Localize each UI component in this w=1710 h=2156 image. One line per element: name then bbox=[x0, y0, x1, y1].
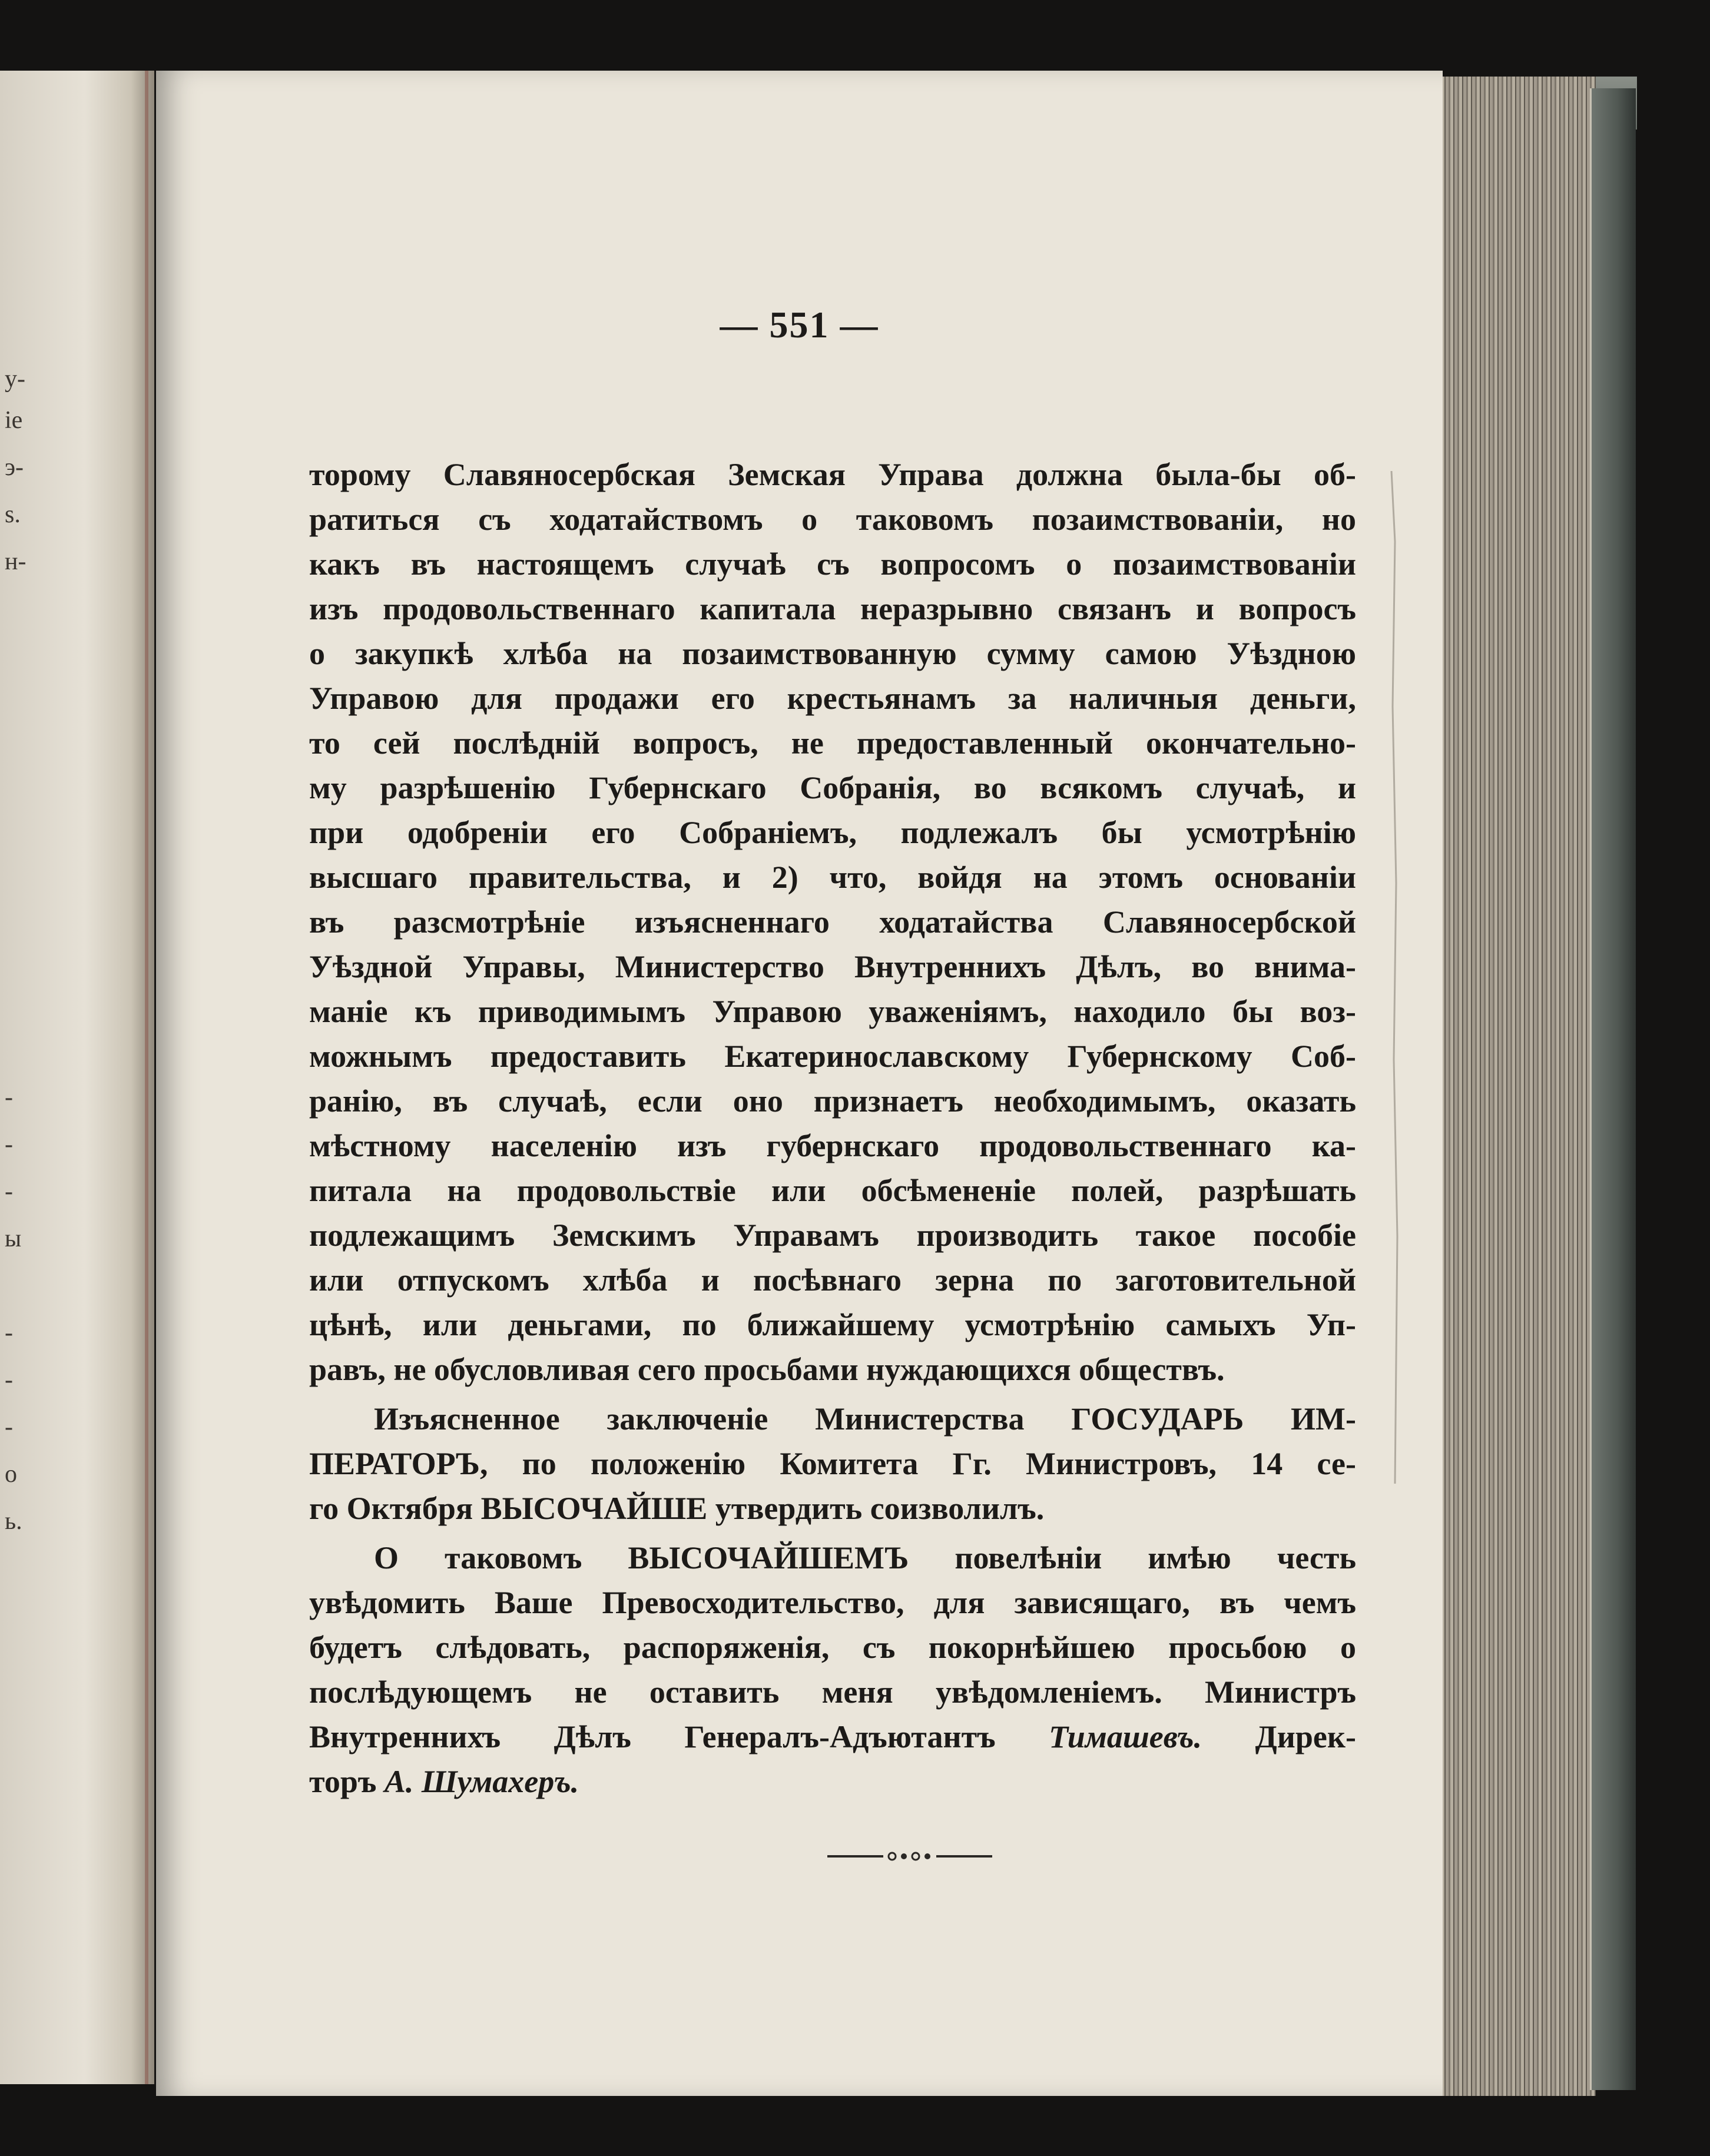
text-line: какъ въ настоящемъ случаѣ съ вопросомъ о позаимствованіи bbox=[309, 546, 1356, 582]
text-line: мѣстному населенію изъ губернскаго продовольственнаго ка- bbox=[309, 1128, 1356, 1163]
page-number: — 551 — bbox=[720, 304, 879, 346]
page-block-edges bbox=[1437, 77, 1596, 2096]
text-line: ПЕРАТОРЪ, по положенію Комитета Гг. Министровъ, 14 се- bbox=[309, 1446, 1356, 1481]
text-line: ратиться съ ходатайствомъ о таковомъ позаимствованіи, но bbox=[309, 502, 1356, 537]
left-page-fragment: - bbox=[5, 1131, 13, 1158]
body-text bbox=[309, 452, 1356, 1804]
end-ornament bbox=[827, 1847, 992, 1865]
left-page-fragment: - bbox=[5, 1178, 13, 1205]
text-line: го Октября ВЫСОЧАЙШЕ утвердить соизволилъ. bbox=[309, 1491, 1045, 1526]
signature-name: А. Шумахеръ. bbox=[384, 1764, 579, 1799]
text-line: или отпускомъ хлѣба и посѣвнаго зерна по заготовительной bbox=[309, 1262, 1356, 1298]
text-line: будетъ слѣдовать, распоряженія, съ покорнѣйшею просьбою о bbox=[309, 1630, 1356, 1665]
text-line: то сей послѣдній вопросъ, не предоставленный окончательно- bbox=[309, 725, 1356, 761]
text-line: можнымъ предоставить Екатеринославскому Губернскому Соб- bbox=[309, 1039, 1356, 1074]
text-line: изъ продовольственнаго капитала неразрывно связанъ и вопросъ bbox=[309, 591, 1356, 626]
left-page-fragment: н- bbox=[5, 548, 26, 575]
text-line: равъ, не обусловливая сего просьбами нуждающихся обществъ. bbox=[309, 1352, 1225, 1387]
left-page-fragment: о bbox=[5, 1461, 17, 1488]
text-line: торому Славяносербская Земская Управа должна была-бы об- bbox=[309, 457, 1356, 492]
signature-name: Тимашевъ. bbox=[1049, 1719, 1202, 1754]
left-page-fragment: э- bbox=[5, 454, 24, 481]
left-page-binding-shadow bbox=[145, 71, 148, 2084]
text-line: маніе къ приводимымъ Управою уваженіямъ, находило бы воз- bbox=[309, 994, 1356, 1029]
left-page-fragment: ы bbox=[5, 1225, 22, 1252]
text-line: цѣнѣ, или деньгами, по ближайшему усмотрѣнію самыхъ Уп- bbox=[309, 1307, 1356, 1342]
text-line: увѣдомить Ваше Превосходительство, для зависящаго, въ чемъ bbox=[309, 1585, 1356, 1620]
left-page-fragment: у- bbox=[5, 366, 25, 393]
left-page-fragment: - bbox=[5, 1319, 13, 1346]
paragraph-start-line: Изъясненное заключеніе Министерства ГОСУДАРЬ ИМ- bbox=[374, 1401, 1356, 1437]
text-line: Управою для продажи его крестьянамъ за наличныя деньги, bbox=[309, 681, 1356, 716]
text-line: въ разсмотрѣніе изъясненнаго ходатайства Славяносербской bbox=[309, 904, 1356, 940]
left-page-edge bbox=[0, 71, 154, 2084]
text-line: ранію, въ случаѣ, если оно признаетъ необходимымъ, оказать bbox=[309, 1083, 1356, 1119]
left-page-fragment: - bbox=[5, 1366, 13, 1394]
left-page-fragment: - bbox=[5, 1084, 13, 1111]
cover-board bbox=[1590, 88, 1636, 2090]
text-line: питала на продовольствіе или обсѣмененіе полей, разрѣшать bbox=[309, 1173, 1356, 1208]
text-line: Уѣздной Управы, Министерство Внутреннихъ Дѣлъ, во внима- bbox=[309, 949, 1356, 984]
signature-line: торъ А. Шумахеръ. bbox=[309, 1764, 579, 1799]
text-line: при одобреніи его Собраніемъ, подлежалъ бы усмотрѣнію bbox=[309, 815, 1356, 850]
left-page-fragment: s. bbox=[5, 501, 21, 528]
text-line: высшаго правительства, и 2) что, войдя на этомъ основаніи bbox=[309, 860, 1356, 895]
text-line: Внутреннихъ Дѣлъ Генералъ-Адъютантъ Тимашевъ. Дирек- bbox=[309, 1719, 1356, 1754]
text-line: послѣдующемъ не оставить меня увѣдомленіемъ. Министръ bbox=[309, 1674, 1356, 1710]
book-page bbox=[156, 71, 1443, 2096]
text-line: подлежащимъ Земскимъ Управамъ производить такое пособіе bbox=[309, 1218, 1356, 1253]
paragraph-start-line: О таковомъ ВЫСОЧАЙШЕМЪ повелѣніи имѣю честь bbox=[374, 1540, 1356, 1575]
left-page-fragment: - bbox=[5, 1414, 13, 1441]
left-page-fragment: ь. bbox=[5, 1508, 22, 1535]
text-line: му разрѣшенію Губернскаго Собранія, во всякомъ случаѣ, и bbox=[309, 770, 1356, 805]
text-line: о закупкѣ хлѣба на позаимствованную сумму самою Уѣздною bbox=[309, 636, 1356, 671]
left-page-fragment: іе bbox=[5, 407, 23, 434]
margin-pencil-mark bbox=[1387, 471, 1404, 1484]
